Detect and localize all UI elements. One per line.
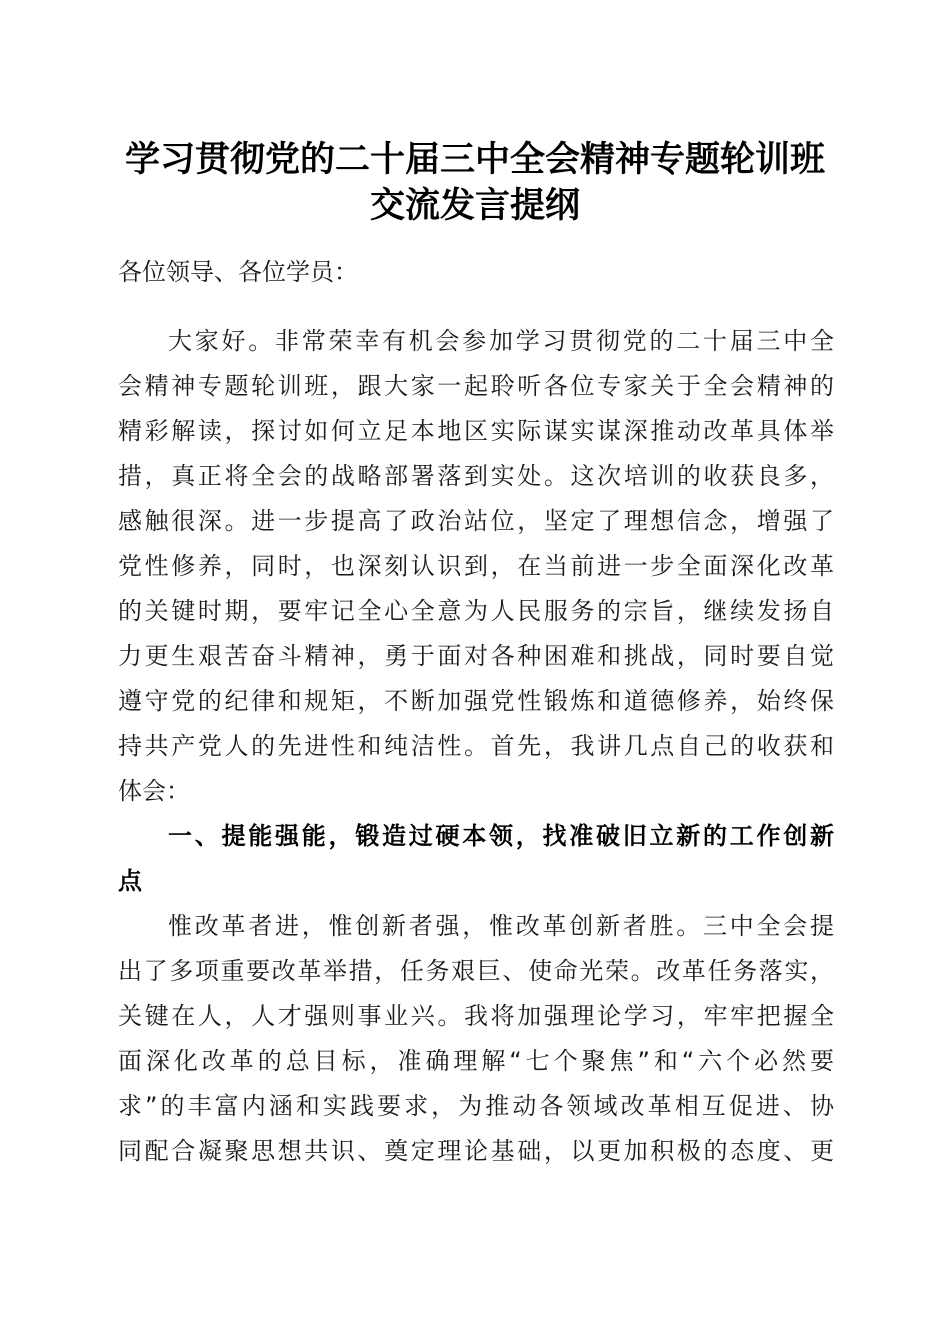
section-heading-line: 点 [118,867,142,895]
section-heading-line: 一、提能强能，锻造过硬本领，找准破旧立新的工作创新 [168,822,834,850]
paragraph-2-line: 面深化改革的总目标，准确理解“七个聚焦”和“六个必然要 [118,1047,834,1075]
paragraph-2-line: 同配合凝聚思想共识、奠定理论基础，以更加积极的态度、更 [118,1137,834,1165]
paragraph-1-line: 大家好。非常荣幸有机会参加学习贯彻党的二十届三中全 [168,327,834,355]
paragraph-1-line: 会精神专题轮训班，跟大家一起聆听各位专家关于全会精神的 [118,372,834,400]
paragraph-1-line: 体会： [118,777,190,805]
paragraph-2-line: 惟改革者进，惟创新者强，惟改革创新者胜。三中全会提 [168,912,834,940]
document-title-line-2: 交流发言提纲 [369,185,580,226]
paragraph-1-line: 的关键时期，要牢记全心全意为人民服务的宗旨，继续发扬自 [118,597,834,625]
paragraph-2-line: 求”的丰富内涵和实践要求，为推动各领域改革相互促进、协 [118,1092,834,1120]
paragraph-1-line: 感触很深。进一步提高了政治站位，坚定了理想信念，增强了 [118,507,834,535]
paragraph-1-line: 力更生艰苦奋斗精神，勇于面对各种困难和挑战，同时要自觉 [118,642,834,670]
paragraph-1-line: 遵守党的纪律和规矩，不断加强党性锻炼和道德修养，始终保 [118,687,834,715]
paragraph-1-line: 精彩解读，探讨如何立足本地区实际谋实谋深推动改革具体举 [118,417,834,445]
paragraph-1-line: 持共产党人的先进性和纯洁性。首先，我讲几点自己的收获和 [118,732,834,760]
paragraph-1-line: 党性修养，同时，也深刻认识到，在当前进一步全面深化改革 [118,552,834,580]
document-title-line-1: 学习贯彻党的二十届三中全会精神专题轮训班 [124,139,825,180]
paragraph-1-line: 措，真正将全会的战略部署落到实处。这次培训的收获良多， [118,462,834,490]
paragraph-2-line: 关键在人，人才强则事业兴。我将加强理论学习，牢牢把握全 [118,1002,834,1030]
paragraph-2-line: 出了多项重要改革举措，任务艰巨、使命光荣。改革任务落实， [118,957,834,985]
salutation: 各位领导、各位学员： [118,258,358,286]
